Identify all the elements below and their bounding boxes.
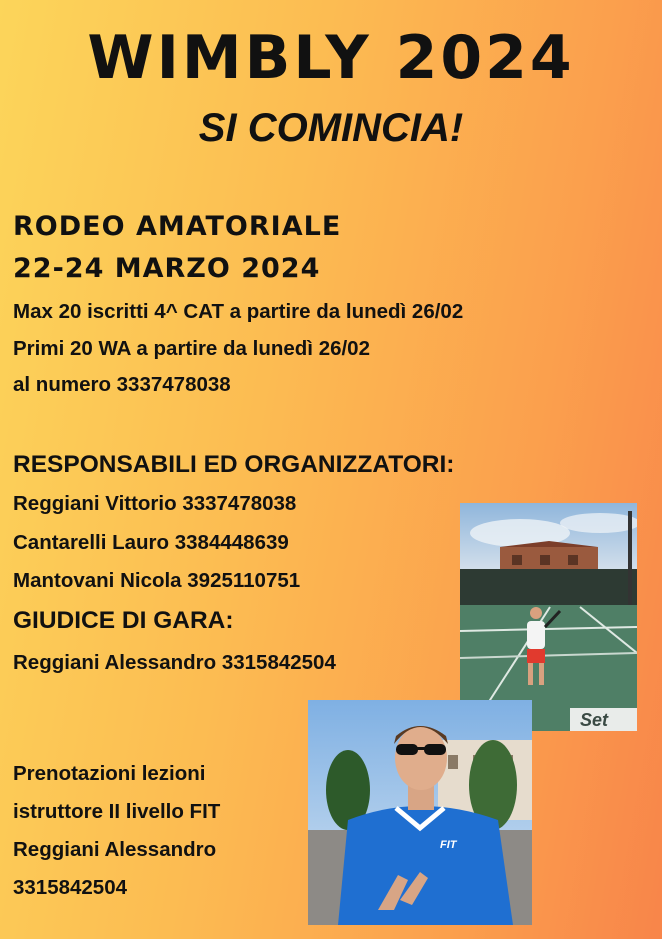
info-line-registrations: Max 20 iscritti 4^ CAT a partire da lunedì 26/02 bbox=[13, 300, 464, 323]
lessons-line: Prenotazioni lezioni bbox=[13, 762, 206, 785]
referee-heading: GIUDICE DI GARA: bbox=[13, 607, 234, 634]
shirt-logo-text: FIT bbox=[440, 839, 457, 851]
lessons-line: istruttore II livello FIT bbox=[13, 800, 221, 823]
court-banner-text: Set bbox=[580, 710, 609, 730]
lessons-line: 3315842504 bbox=[13, 876, 128, 899]
organizer-item: Cantarelli Lauro 3384448639 bbox=[13, 531, 289, 554]
event-dates: 22-24 MARZO 2024 bbox=[13, 253, 321, 284]
poster-title: WIMBLY 2024 bbox=[87, 23, 575, 93]
info-line-phone: al numero 3337478038 bbox=[13, 373, 231, 396]
event-name: RODEO AMATORIALE bbox=[13, 211, 342, 242]
tennis-court-photo bbox=[460, 503, 637, 731]
lessons-line: Reggiani Alessandro bbox=[13, 838, 217, 861]
coach-portrait-photo bbox=[308, 700, 532, 925]
poster-subtitle: SI COMINCIA! bbox=[198, 106, 464, 150]
organizers-heading: RESPONSABILI ED ORGANIZZATORI: bbox=[13, 451, 455, 478]
organizer-item: Mantovani Nicola 3925110751 bbox=[13, 569, 301, 592]
organizer-item: Reggiani Vittorio 3337478038 bbox=[13, 492, 297, 515]
info-line-wa: Primi 20 WA a partire da lunedì 26/02 bbox=[13, 337, 370, 360]
referee-name: Reggiani Alessandro 3315842504 bbox=[13, 651, 336, 674]
